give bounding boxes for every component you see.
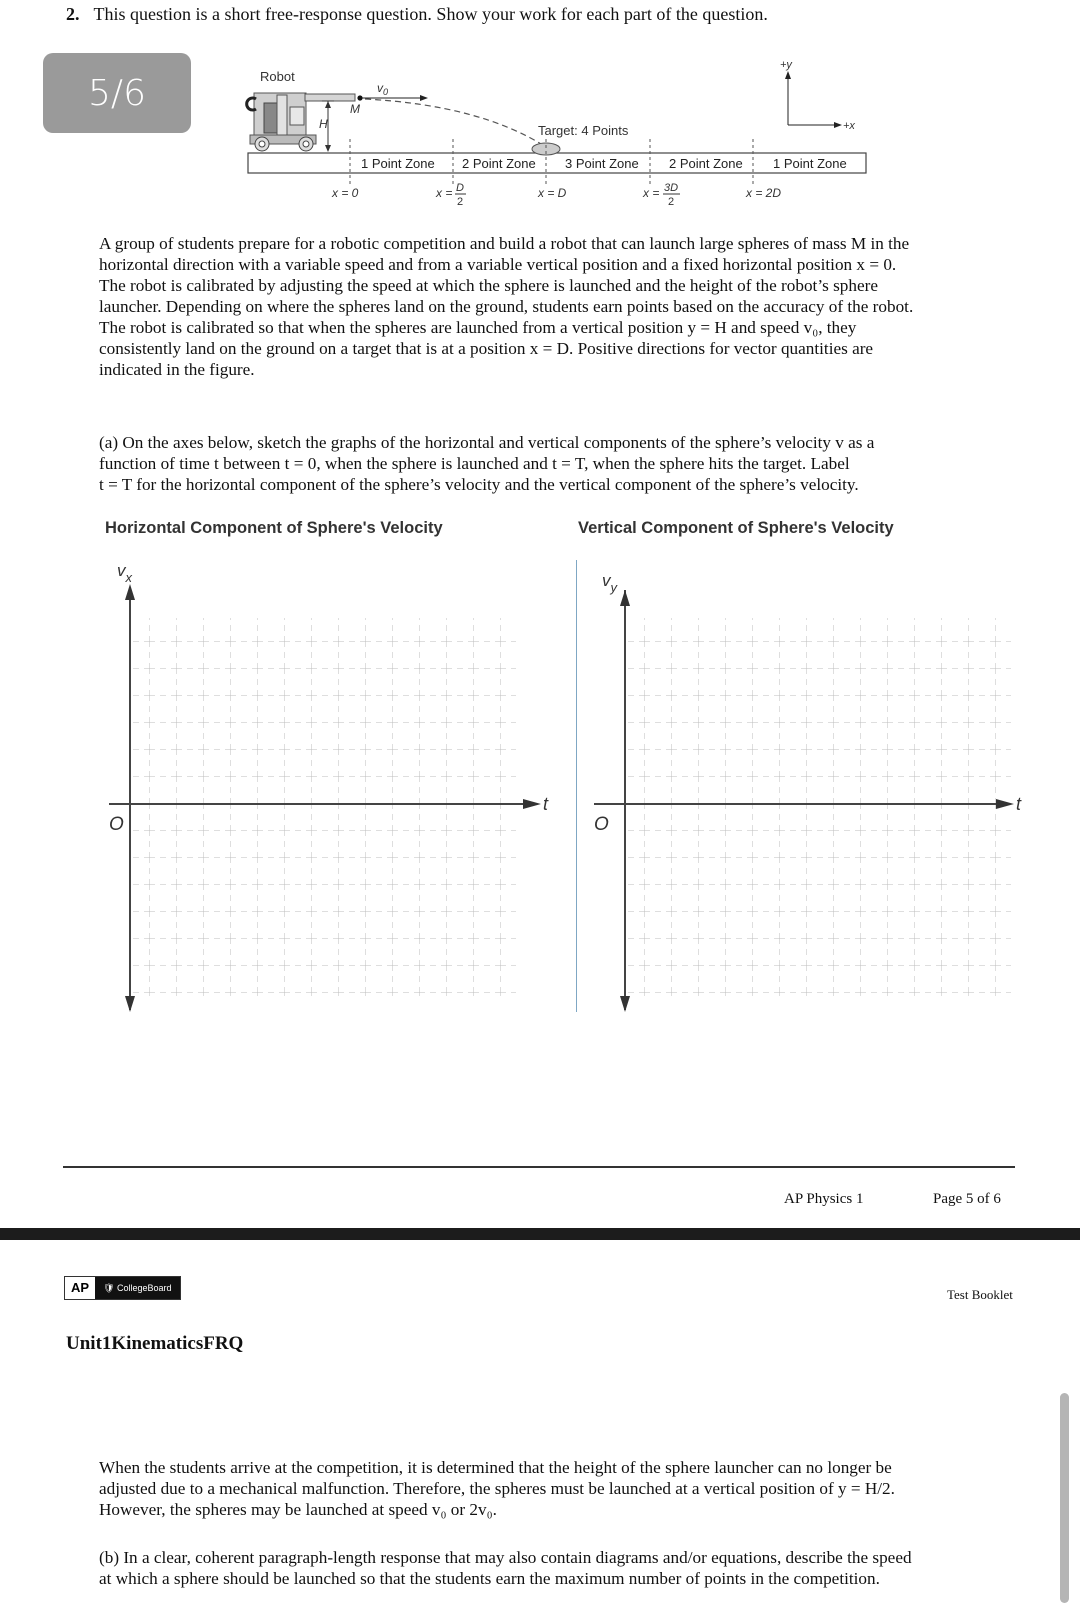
collegeboard-icon: 🛡︎ CollegeBoard — [95, 1277, 179, 1299]
svg-text:3 Point Zone: 3 Point Zone — [565, 156, 639, 171]
vertical-velocity-axes[interactable] — [590, 560, 1060, 1020]
question-number: 2. — [66, 4, 80, 24]
page-badge: 5/6 — [43, 53, 191, 133]
question-instruction: This question is a short free-response question. Show your work for each part of the question. — [93, 4, 768, 24]
page-number: Page 5 of 6 — [933, 1191, 1001, 1207]
horizontal-velocity-axes[interactable] — [95, 560, 565, 1020]
svg-text:t: t — [1016, 794, 1022, 814]
svg-text:2: 2 — [668, 196, 675, 208]
svg-text:2 Point Zone: 2 Point Zone — [669, 156, 743, 171]
svg-text:x = 0: x = 0 — [332, 186, 359, 200]
svg-text:+y: +y — [780, 59, 792, 71]
vertical-graph-title: Vertical Component of Sphere's Velocity — [578, 519, 894, 537]
test-booklet-label: Test Booklet — [947, 1287, 1013, 1302]
horizontal-graph-title: Horizontal Component of Sphere's Velocity — [105, 519, 443, 537]
svg-text:3D: 3D — [664, 182, 679, 194]
footer-rule — [63, 1166, 1015, 1168]
svg-text:O: O — [594, 814, 609, 835]
part-a-prompt: (a) On the axes below, sketch the graphs of the horizontal and vertical components of the sphere’s velocity v as a function of time t between t = 0, when the sphere is launched and t = T, when the sphere hits the target. Label t = T for the horizontal component of the sphere’s velocity and the vertical component of the sphere’s velocity. — [99, 433, 875, 494]
svg-text:2 Point Zone: 2 Point Zone — [462, 156, 536, 171]
ap-collegeboard-logo: AP 🛡︎ CollegeBoard — [64, 1276, 181, 1300]
svg-text:1 Point Zone: 1 Point Zone — [773, 156, 847, 171]
part-b-prompt: (b) In a clear, coherent paragraph-length response that may also contain diagrams and/or equations, describe the speed at which a sphere should be launched so that the students earn the maximum number of points in the competition. — [99, 1548, 912, 1588]
svg-text:x =: x = — [436, 186, 453, 200]
robot-diagram — [240, 55, 900, 215]
svg-text:D: D — [456, 182, 464, 194]
svg-text:1 Point Zone: 1 Point Zone — [361, 156, 435, 171]
svg-text:O: O — [109, 814, 124, 835]
course-name: AP Physics 1 — [784, 1191, 864, 1207]
svg-text:v0: $v_0$ — [377, 81, 389, 97]
svg-text:H: H — [319, 117, 328, 131]
page-separator — [0, 1228, 1080, 1240]
svg-text:x = D: x = D — [538, 186, 567, 200]
svg-text:M: M — [350, 102, 360, 116]
scrollbar-thumb[interactable] — [1060, 1393, 1069, 1603]
svg-text:t: t — [543, 794, 549, 814]
scenario-paragraph: When the students arrive at the competition, it is determined that the height of the sphere launcher can no longer be adjusted due to a mechanical malfunction. Therefore, the spheres must be launched at a vertical position of y = H/2. However, the spheres may be launched at speed v₀ or 2v₀. — [99, 1458, 895, 1519]
svg-text:x = 2D: x = 2D — [746, 186, 782, 200]
intro-paragraph: A group of students prepare for a robotic competition and build a robot that can launch large spheres of mass M in the horizontal direction with a variable speed and from a variable vertical position and a fixed horizontal position x = 0. The robot is calibrated by adjusting the speed at which the sphere is launched and the height of the robot’s sphere launcher. Depending on where the spheres land on the ground, students earn points based on the accuracy of the robot. The robot is calibrated so that when the spheres are launched from a vertical position y = H and speed v₀, they consistently land on the ground on a target that is at a position x = D. Positive directions for vector quantities are indicated in the figure. — [99, 234, 914, 379]
svg-text:+x: +x — [843, 120, 855, 132]
svg-text:Target: 4 Points: Target: 4 Points — [538, 123, 629, 138]
document-title: Unit1KinematicsFRQ — [66, 1333, 244, 1354]
svg-text:vy: $v_y$ — [602, 571, 617, 595]
svg-text:x =: x = — [643, 186, 660, 200]
question-header — [66, 4, 768, 25]
svg-text:Robot: Robot — [260, 69, 295, 84]
robot-icon — [247, 93, 355, 151]
svg-text:2: 2 — [457, 196, 464, 208]
svg-text:vx: $v_x$ — [117, 561, 132, 585]
graph-divider — [576, 560, 577, 1012]
